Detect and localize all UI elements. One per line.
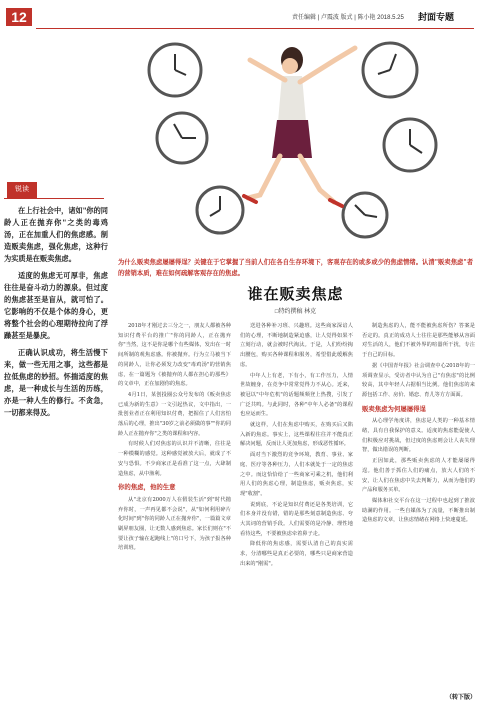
sidebar-paragraph: 在上行社会中，诸如"你的同龄人正在抛弃你"之类的毒鸡汤，正在加重人们的焦虑感。制造贩卖焦虑，强化焦虑，这种行为实质是在贩卖焦虑。 [4, 206, 108, 263]
editor-meta: 责任编辑 | 卢震波 版式 | 陈小艳 2018.5.25 [292, 15, 404, 21]
clock-icon [149, 44, 201, 96]
running-woman-figure [244, 47, 355, 206]
body-paragraph: 制造焦虑的人，能不能被焦虑所伤？答案是否定的。真正的成功人士往往是那些能够从容面对生活的人，他们不被外界的喧嚣所干扰，专注于自己的目标。 [362, 323, 475, 359]
article-title: 谁在贩卖焦虑 [247, 285, 344, 303]
body-paragraph: 从"北京有2000万人在假装生活"到"时代抛弃你时，一声再见都不会说"，从"如何利用碎片化时间"到"你的同龄人正在抛弃你"，一篇篇文章刷屏朋友圈，让无数人感到焦虑。家长们则在"不要让孩子输在起跑线上"的口号下，为孩子报各种培训班。 [118, 496, 231, 552]
body-paragraph: 送进各种补习班、兴趣班。这些商家深谙人们的心理，不断地制造紧迫感，让人觉得如果不立刻行动，就会被时代淘汰。于是，人们纷纷掏出腰包，购买各种课程和服务，希望借此缓解焦虑。 [240, 323, 353, 368]
sidebar-paragraph: 适度的焦虑无可厚非，焦虑往往是奋斗动力的源泉。但过度的焦虑甚至是盲从，就可怕了。它影响的不仅是个体的身心，更将整个社会的心理期待拉向了浮躁甚至是暴戾。 [4, 271, 108, 340]
clock-icon [384, 119, 436, 171]
section-heading: 贩卖焦虑为何屡屡得逞 [362, 404, 426, 413]
article-column [118, 322, 231, 700]
clock-icon [157, 113, 207, 163]
body-paragraph: 正因如此，那些贩卖焦虑的人才能屡屡得逞。他们善于抓住人们的痛点，放大人们的不安，让人们在焦虑中失去判断力，从而为他们的产品和服务买单。 [362, 458, 475, 494]
continued-notice: （转下版） [446, 695, 477, 701]
body-paragraph: 面对当下激烈的竞争环境，教育、事业、家庭、医疗等各种压力，人们本就处于一定的焦虑之中。而这恰恰给了一些商家可乘之机，他们利用人们的焦虑心理，制造焦虑，贩卖焦虑，实现"收割"。 [240, 452, 353, 497]
body-paragraph: 中年人上有老，下有小，有工作压力，人情世故缠身，在竞争中常常觉得力不从心。近来，被冠以"中年危机"的话题频频登上热搜，引发了广泛共鸣。与此同时，各种"中年人必备"的课程也应运而生。 [240, 372, 353, 418]
body-paragraph: 媒体和社交平台在这一过程中也起到了推波助澜的作用。一些自媒体为了流量，不断推出制造焦虑的文章，让焦虑情绪在网络上快速蔓延。 [362, 497, 475, 524]
body-paragraph: 有时候人们对焦虑的认识并不清晰，往往是一种模糊的感觉。这种感觉被放大后，就成了不安与恐惧。不少商家正是看准了这一点，大肆制造焦虑，从中渔利。 [118, 441, 231, 477]
page-header [0, 0, 480, 30]
body-paragraph: 说到底，不论是知识付费还是各类培训，它们本身并没有错，错的是那些刻意制造焦虑、夸大其词的营销手段。人们需要的是冷静、理性地看待这些，不要被焦虑牵着鼻子走。 [240, 501, 353, 537]
section-heading: 你的焦虑，他的生意 [118, 483, 176, 492]
article-lead: 为什么贩卖焦虑屡屡得逞？关键在于它掌握了当前人们在各自生存环境下，客观存在的或多或少的焦虑情绪。认清"贩卖焦虑"者的营销本质，难在如何疏解客观存在的焦虑。 [118, 259, 473, 277]
body-paragraph: 从心理学角度讲，焦虑是人类的一种基本情绪，具有自我保护的意义。适度的焦虑能促使人们积极应对挑战，但过度的焦虑则会让人丧失理智，做出错误的判断。 [362, 418, 475, 454]
body-paragraph: 据《中国青年报》社会调查中心2018年的一项调查显示，受访者中认为自己"有焦虑"的比例较高，其中年轻人占据相当比例。他们焦虑的来源包括工作、房价、婚恋、育儿等方方面面。 [362, 362, 475, 398]
article-column [362, 322, 475, 700]
body-paragraph: 就这样，人们在焦虑中购买，在购买后又陷入新的焦虑。事实上，这些课程往往并不能真正解决问题，反而让人更加焦虑，形成恶性循环。 [240, 422, 353, 448]
clock-icon [363, 43, 417, 97]
sidebar-rule [4, 198, 104, 199]
article-body [118, 322, 475, 700]
body-paragraph: 降低你的焦虑感，需要认清自己的真实需求，分清哪些是真正必要的，哪些只是商家营造出来的"刚需"。 [240, 541, 353, 567]
article-column [240, 322, 353, 700]
header-rule [36, 28, 474, 29]
body-paragraph: 4月1日，某创投圈公众号发布的《贩卖焦虑已成为新的生意》一文引起热议，文中指出，一批创业者正在利用知识付费，把握住了人们害怕落后的心理，推出"30岁之前必须做的事""你的同龄人正在抛弃你"之类的课程和内容。 [118, 391, 231, 437]
clock-icon [343, 193, 387, 237]
page-number: 12 [6, 8, 32, 26]
sidebar-summary [4, 205, 108, 424]
clock-icon [197, 187, 243, 233]
sidebar-label: 锐读 [7, 182, 37, 198]
sidebar-paragraph: 正确认识成功，将生活慢下来，做一些无用之事，这些都是拉低焦虑的妙招。怀揣适度的焦虑，是一种成长与生活的历练，亦是一种人生的修行。不贪急，一切都来得及。 [4, 348, 108, 417]
article-byline: □特约撰稿 林克 [274, 309, 317, 315]
body-paragraph: 2018年才刚过去三分之一，朋友人都被各种知识付费平台的推广"你的同龄人，正在抛弃你"当然，这不是你是哪个有些媒体，发出在一时间所制的观焦虑感。你被抛弃。行为立马被当下的同龄人，让你必须发力改变"毒鸡汤"的营销焦虑，在一篇题为《被抛弃的人都在担心的那些》的文章中，正在加剧你的焦虑。 [118, 323, 231, 388]
clocks-illustration [120, 30, 475, 240]
section-title: 封面专题 [418, 12, 455, 22]
